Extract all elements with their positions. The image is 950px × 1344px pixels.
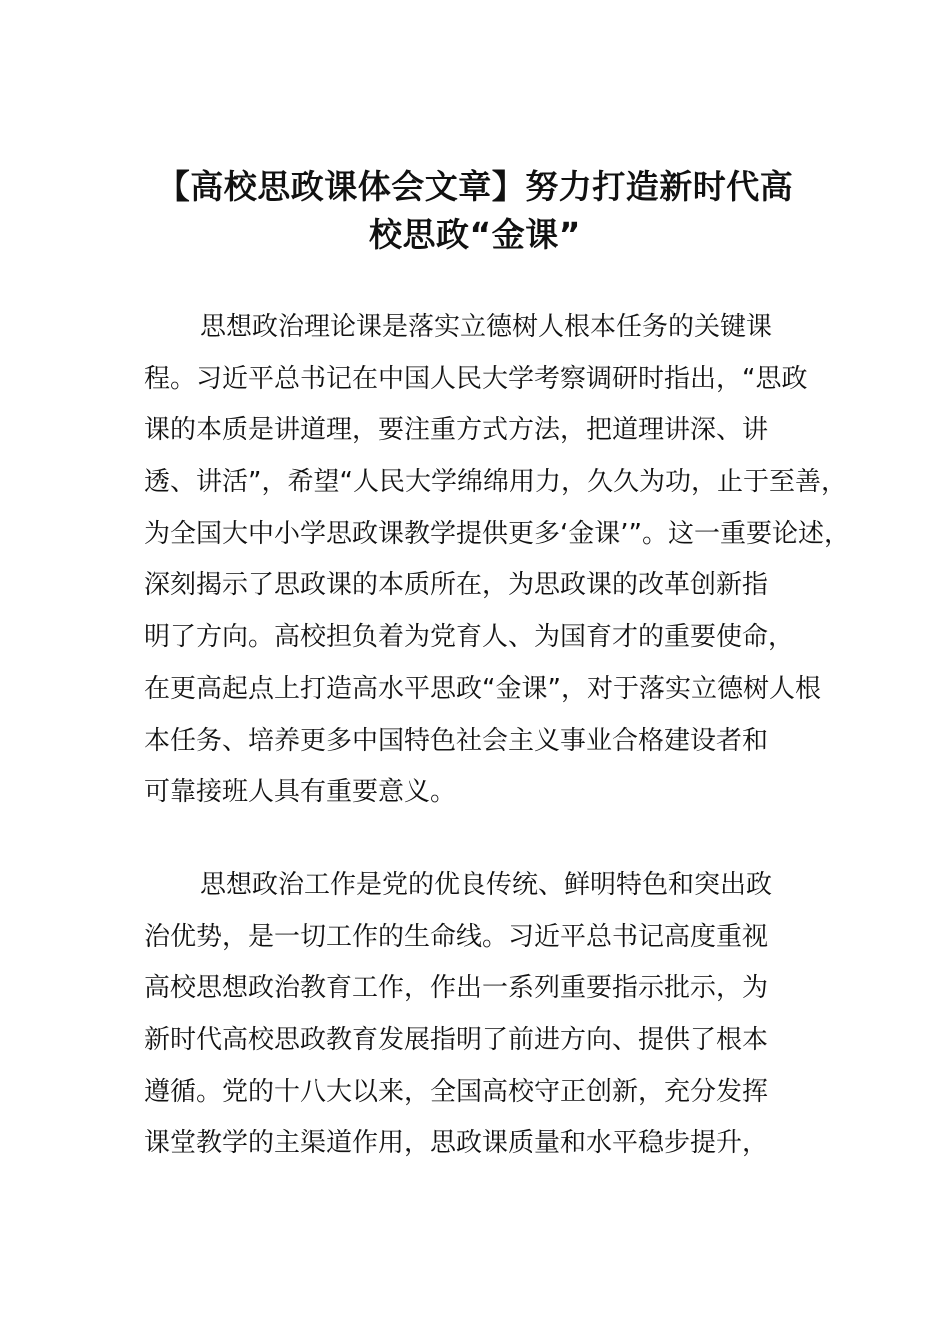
paragraph-line: 深刻揭示了思政课的本质所在，为思政课的改革创新指 [144,570,769,601]
paragraph-line: 思想政治理论课是落实立德树人根本任务的关键课 [200,312,773,342]
paragraph-line: 治优势，是一切工作的生命线。习近平总书记高度重视 [144,921,769,952]
paragraph-line: 遵循。党的十八大以来，全国高校守正创新，充分发挥 [144,1076,769,1107]
paragraph-line: 思想政治工作是党的优良传统、鲜明特色和突出政 [200,870,773,900]
paragraph-line: 新时代高校思政教育发展指明了前进方向、提供了根本 [144,1025,769,1056]
title-line: 校思政“金课” [369,215,581,254]
paragraph [144,860,844,1170]
paragraph-line: 高校思想政治教育工作，作出一系列重要指示批示，为 [144,973,769,1004]
paragraph-line: 本任务、培养更多中国特色社会主义事业合格建设者和 [144,725,769,756]
paragraph-line: 程。习近平总书记在中国人民大学考察调研时指出，“思政 [144,363,808,394]
paragraph-line: 可靠接班人具有重要意义。 [144,777,457,808]
paragraph-line: 为全国大中小学思政课教学提供更多‘金课’”。这一重要论述， [144,518,850,549]
paragraph-line: 透、讲活”，希望“人民大学绵绵用力，久久为功，止于至善， [144,467,847,498]
paragraph-line: 明了方向。高校担负着为党育人、为国育才的重要使命， [144,622,795,653]
document-title [110,163,840,259]
paragraph-line: 课的本质是讲道理，要注重方式方法，把道理讲深、讲 [144,415,769,446]
title-line: 【高校思政课体会文章】努力打造新时代高 [156,167,794,206]
paragraph-line: 课堂教学的主渠道作用，思政课质量和水平稳步提升， [144,1128,769,1159]
paragraph [144,302,850,819]
paragraph-line: 在更高起点上打造高水平思政“金课”，对于落实立德树人根 [144,673,821,704]
